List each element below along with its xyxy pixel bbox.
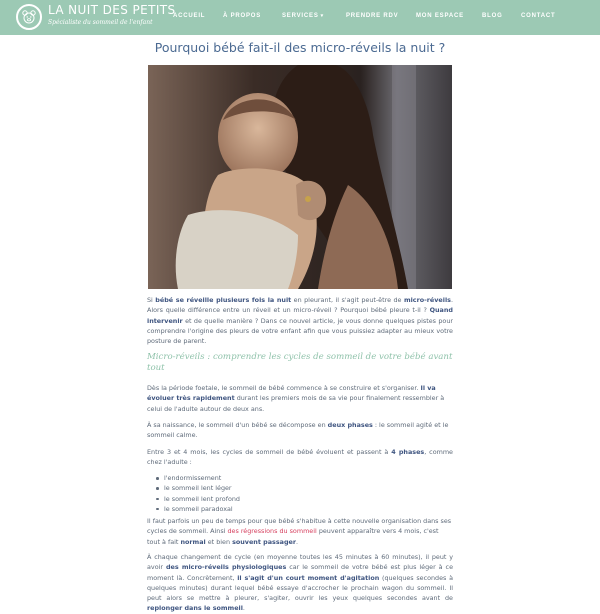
list-item: le sommeil lent profond <box>156 494 356 504</box>
nav-prendre-rdv[interactable]: PRENDRE RDV <box>346 13 399 19</box>
site-header <box>0 0 600 35</box>
nav-accueil[interactable]: ACCUEIL <box>173 13 206 19</box>
intro-paragraph: Si bébé se réveille plusieurs fois la nuit en pleurant, il s'agit peut-être de micro-réveils. Alors quelle différence entre un réveil et un micro-réveil ? Pourquoi bébé pleure t-il ? Quand intervenir et de quelle manière ? Dans ce nouvel article, je vous donne quelques pistes pour comprendre l'origine des pleurs de votre enfant afin que vous puissiez adapter au mieux votre posture de parent. <box>147 296 453 346</box>
mother-baby-photo <box>148 65 452 289</box>
site-logo[interactable] <box>16 4 42 30</box>
teddy-bear-icon <box>21 9 37 25</box>
nav-services[interactable]: SERVICES ▾ <box>282 13 324 19</box>
section-heading: Micro-réveils : comprendre les cycles de sommeil de votre bébé avant tout <box>147 352 453 373</box>
hero-image <box>148 65 452 289</box>
nav-a-propos[interactable]: À PROPOS <box>223 13 262 19</box>
paragraph-2: À sa naissance, le sommeil d'un bébé se décompose en deux phases : le sommeil agité et le sommeil calme. <box>147 421 449 440</box>
sleep-regression-link[interactable]: des régressions du sommeil <box>227 527 317 536</box>
paragraph-5: À chaque changement de cycle (en moyenne toutes les 45 minutes à 60 minutes), il peut y avoir des micro-réveils physiologiques car le sommeil de votre bébé est plus léger à ce moment là. Concrètement, il s'agit d'un court moment d'agitation (quelques secondes à quelques minutes) durant lequel bébé essaye d'accrocher le prochain wagon du sommeil. Il peut alors se mettre à pleurer, s'agiter, ouvrir les yeux quelques secondes avant de replonger dans le sommeil. <box>147 553 453 613</box>
list-item: l'endormissement <box>156 473 356 483</box>
brand-tagline: Spécialiste du sommeil de l'enfant <box>48 19 153 26</box>
article-title: Pourquoi bébé fait-il des micro-réveils la nuit ? <box>154 40 446 55</box>
sleep-phases-list <box>156 473 356 514</box>
nav-contact[interactable]: CONTACT <box>521 13 556 19</box>
nav-mon-espace[interactable]: MON ESPACE <box>416 13 464 19</box>
list-item: le sommeil lent léger <box>156 483 356 493</box>
list-item: le sommeil paradoxal <box>156 504 356 514</box>
paragraph-4: Il faut parfois un peu de temps pour que bébé s'habitue à cette nouvelle organisation dans ses cycles de sommeil. Ainsi des régressions du sommeil peuvent apparaître vers 4 mois, c'est tout à fait normal et bien souvent passager. <box>147 517 452 546</box>
nav-blog[interactable]: BLOG <box>482 13 503 19</box>
paragraph-3: Entre 3 et 4 mois, les cycles de sommeil de bébé évoluent et passent à 4 phases, comme chez l'adulte : <box>147 448 453 467</box>
chevron-down-icon: ▾ <box>320 13 324 19</box>
paragraph-1: Dès la période foetale, le sommeil de bébé commence à se construire et s'organiser. Il va évoluer très rapidement durant les premiers mois de sa vie pour finalement ressembler à celui de l'adulte autour de deux ans. <box>147 384 445 413</box>
brand-title[interactable]: LA NUIT DES PETITS <box>48 3 176 17</box>
